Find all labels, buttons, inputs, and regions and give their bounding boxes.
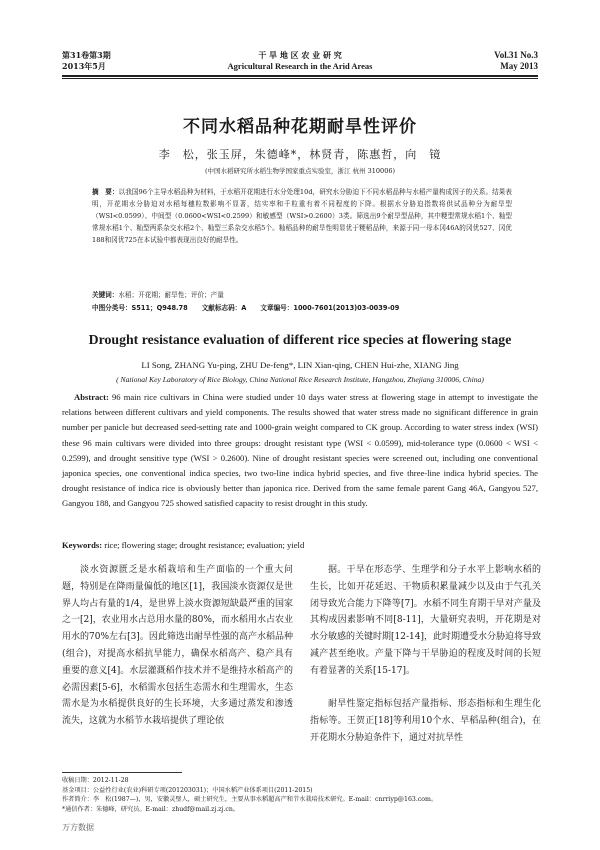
date-en: May 2013 xyxy=(500,61,538,71)
abstract-en xyxy=(62,390,538,512)
keywords-cn-text: 水稻；开花期；耐旱性；评价；产量 xyxy=(118,291,224,299)
footnote-rule xyxy=(62,772,182,773)
article-number: 文章编号：1000-7601(2013)03-0039-09 xyxy=(260,304,400,312)
footnote-corresponding: *通信作者：朱德峰，研究员。E-mail：zhudf@mail.zj.zj.cn。 xyxy=(62,805,240,813)
footnotes xyxy=(62,776,538,814)
header-rule-thin xyxy=(62,78,538,79)
authors-cn: 李 松，张玉屏，朱德峰*，林贤青，陈惠哲，向 镜 xyxy=(158,148,442,161)
clc-number: 中图分类号：S511；Q948.78 xyxy=(92,304,188,312)
footnote-author: 作者简介：李 松(1987—)，男，安徽灵璧人，硕士研究生，主要从事水稻超高产和节水栽培技术研究。E-mail：cnrriyp@163.com。 xyxy=(62,796,438,804)
keywords-en-text: rice; flowering stage; drought resistance; evaluation; yield xyxy=(102,540,305,550)
footnote-fund: 基金项目：公益性行业(农业)科研专项(201203031)；中国水稻产业体系项目(2011-2015) xyxy=(62,786,313,794)
date-cn: 2013年5月 xyxy=(62,61,106,71)
keywords-cn-label: 关键词： xyxy=(92,291,119,299)
abstract-en-label: Abstract: xyxy=(74,392,109,402)
body-column-left xyxy=(62,562,293,730)
journal-name-cn: 干 旱 地 区 农 业 研 究 xyxy=(258,50,342,60)
document-code: 文献标志码：A xyxy=(201,304,247,312)
running-header-center xyxy=(150,50,450,72)
header-rule-thick xyxy=(62,75,538,77)
classification-cn xyxy=(92,302,512,314)
affiliation-cn: (中国水稻研究所水稻生物学国家重点实验室，浙江 杭州 310006) xyxy=(204,167,396,175)
running-header-left xyxy=(62,50,111,72)
abstract-cn xyxy=(92,186,512,246)
body-column-right xyxy=(310,562,541,747)
abstract-cn-text: 以我国96个主导水稻品种为材料，于水稻开花期进行水分处理10d，研究水分胁迫下不同水稻品种与水稻产量构成因子的关系。结果表明，开花期水分胁迫对水稻每穗粒数影响不显著，结实率和千粒重有着不同程度的下降。根据水分胁迫指数将供试品种分为耐旱型（WSI<0.0599）、中间型（0.0600<WSI<0.2599）和敏感型（WSI>0.2600）3类。筛选出9个耐旱型品种，其中粳型常规水稻1个、籼型常规水稻1个、籼型两系杂交水稻2个、籼型三系杂交水稻5个。籼稻品种的耐旱性明显优于粳稻品种，来源于同一母本冈46A的冈优527、冈优188和冈优725在本试验中都表现出良好的耐旱性。 xyxy=(92,188,513,244)
body-paragraph: 淡水资源匮乏是水稻栽培和生产面临的一个重大问题，特别是在降雨量偏低的地区[1]，我国淡水资源仅是世界人均占有量的1/4，是世界上淡水资源短缺最严重的国家之一[2]，农业用水占总用水量的80%，而水稻用水占农业用水的70%左右[3]。因此筛选出耐旱性强的高产水稻品种(组合)，对提高水稻抗旱能力，确保水稻高产、稳产具有重要的意义[4]。水层灌溉稻作技术并不是维持水稻高产的必需因素[5-6]，水稻需水包括生态需水和生理需水，生态需水是为水稻提供良好的生长环境，大多通过蒸发和渗透流失，这就为水稻节水栽培提供了理论依 xyxy=(62,565,293,727)
volume-issue-en: Vol.31 No.3 xyxy=(494,50,538,60)
keywords-en-label: Keywords: xyxy=(62,540,103,550)
watermark: 万方数据 xyxy=(62,823,94,832)
paper-title-cn: 不同水稻品种花期耐旱性评价 xyxy=(183,117,417,137)
running-header-right xyxy=(430,50,538,72)
affiliation-en: ( National Key Laboratory of Rice Biology, China National Rice Research Institute, Hangzhou, Zhejiang 310006, China) xyxy=(116,375,484,384)
abstract-cn-label: 摘 要： xyxy=(92,188,119,196)
paper-title-en: Drought resistance evaluation of different rice species at flowering stage xyxy=(88,332,512,347)
authors-en: LI Song, ZHANG Yu-ping, ZHU De-feng*, LIN Xian-qing, CHEN Hui-zhe, XIANG Jing xyxy=(141,360,459,370)
footnote-received: 收稿日期：2012-11-28 xyxy=(62,777,129,784)
body-paragraph: 据。干旱在形态学、生理学和分子水平上影响水稻的生长，比如开花延迟、干物质积累量减少以及由于气孔关闭导致光合能力下降等[7]。水稻不同生育期干旱对产量及其构成因素影响不同[8-11]，大量研究表明，开花期是对水分敏感的关键时期[12-14]，此时期遭受水分胁迫将导致减产甚至绝收。产量下降与干旱胁迫的程度及时间的长短有着显著的关系[15-17]。 xyxy=(310,565,541,676)
journal-name-en: Agricultural Research in the Arid Areas xyxy=(227,61,373,71)
body-paragraph: 耐旱性鉴定指标包括产量指标、形态指标和生理生化指标等。王贺正[18]等利用10个水、旱稻品种(组合)，在开花期水分胁迫条件下，通过对抗旱性 xyxy=(310,699,541,743)
keywords-en xyxy=(62,540,538,550)
abstract-en-text: 96 main rice cultivars in China were studied under 10 days water stress at flowering stage in attempt to investigate the relations between different cultivars and yield components. The results showed that water stress made no significant difference in grain number per panicle but decreased seed-setting rate and 1000-grain weight compared to CK group. According to water stress index (WSI) these 96 main cultivars were divided into three groups: drought resistant type (WSI < 0.0599), mid-tolerance type (0.0600 < WSI < 0.2599), and drought sensitive type (WSI > 0.2600). Nine of drought resistant species were screened out, including one conventional japonica species, one conventional indica species, two two-line indica hybrid species, and five three-line indica hybrid species. The drought resistance of indica rice is obviously better than japonica rice. Derived from the same female parent Gang 46A, Gangyou 527, Gangyou 188, and Gangyou 725 showed satisfied capacity to resist drought in this study. xyxy=(62,392,538,509)
keywords-cn xyxy=(92,289,512,301)
volume-issue-cn: 第31卷第3期 xyxy=(62,50,111,60)
